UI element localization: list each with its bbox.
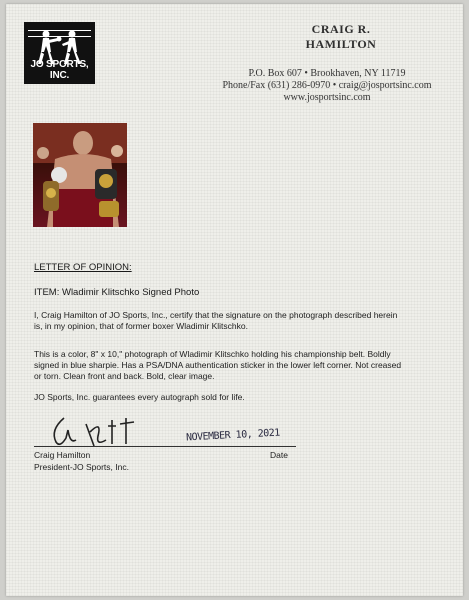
signer-name: Craig Hamilton [34, 450, 91, 460]
logo-text: JO SPORTS, INC. [30, 59, 89, 81]
letter-heading-block [34, 262, 414, 273]
item-line: ITEM: Wladimir Klitschko Signed Photo [34, 287, 200, 298]
item-block [34, 287, 414, 298]
company-logo [24, 22, 95, 84]
handwritten-date: NOVEMBER 10, 2021 [185, 427, 281, 444]
phone-line: Phone/Fax (631) 286-0970 • craig@josportsinc.com [222, 80, 432, 91]
company-name: CRAIG R. HAMILTON [305, 22, 377, 51]
date-label: Date [270, 450, 288, 460]
signature-line [34, 446, 296, 447]
address-line: P.O. Box 607 • Brookhaven, NY 11719 [248, 68, 406, 79]
letter-heading: LETTER OF OPINION: [34, 262, 132, 273]
signer-title: President-JO Sports, Inc. [34, 462, 129, 472]
paragraph-description: This is a color, 8" x 10," photograph of Wladimir Klitschko holding his championship belt. Boldly signed in blue sharpie. Has a PSA/DNA authentication sticker in the lower left corner. Not creased or torn. Clean front and back. Bold, clear image. [34, 349, 402, 381]
boxer-photo-image [33, 123, 127, 227]
contact-block [212, 68, 442, 104]
paragraph-guarantee: JO Sports, Inc. guarantees every autograph sold for life. [34, 392, 245, 402]
paragraph-certification: I, Craig Hamilton of JO Sports, Inc., certify that the signature on the photograph described herein is, in my opinion, that of former boxer Wladimir Klitschko. [34, 310, 398, 331]
item-photo-thumbnail [33, 123, 127, 227]
website-line: www.josportsinc.com [283, 92, 371, 103]
